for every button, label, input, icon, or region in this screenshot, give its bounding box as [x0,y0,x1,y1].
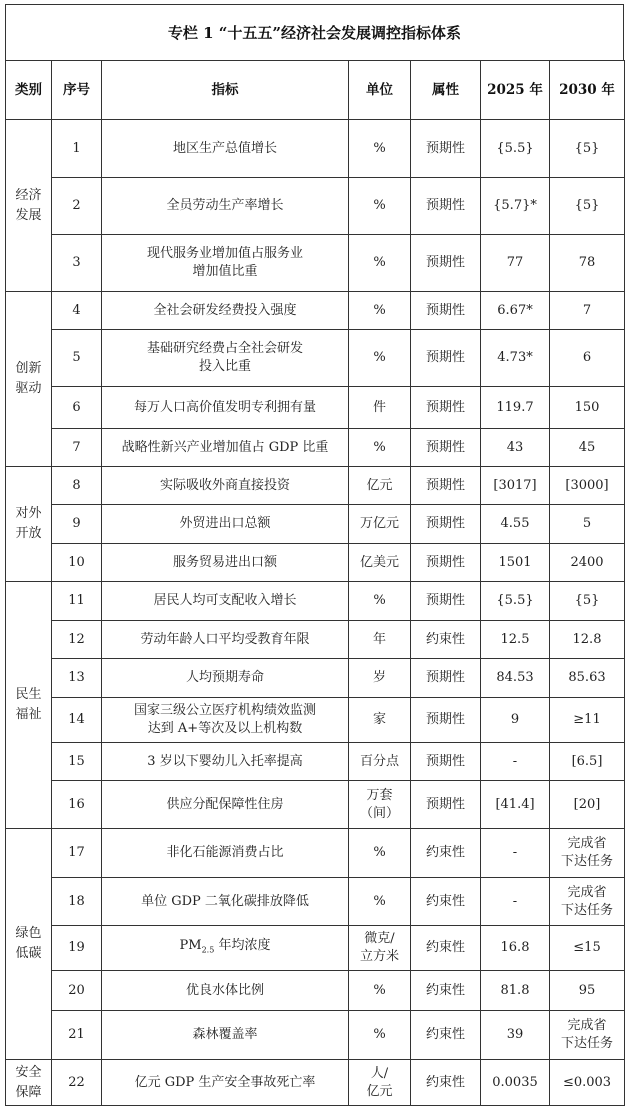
row-no: 18 [52,878,102,926]
row-value-2030: 完成省 下达任务 [550,829,625,878]
row-value-2030: [3000] [550,467,625,505]
header-no: 序号 [52,61,102,120]
row-indicator: 单位 GDP 二氧化碳排放降低 [102,878,349,926]
row-value-2025: [41.4] [481,781,550,829]
row-attribute: 约束性 [411,926,481,971]
row-attribute: 预期性 [411,330,481,387]
row-no: 13 [52,659,102,698]
row-unit: % [349,1011,411,1060]
table-row [6,698,625,743]
row-indicator: 国家三级公立医疗机构绩效监测 达到 A+等次及以上机构数 [102,698,349,743]
row-unit: % [349,330,411,387]
row-attribute: 预期性 [411,582,481,621]
row-unit: 人/ 亿元 [349,1060,411,1106]
row-indicator: 非化石能源消费占比 [102,829,349,878]
row-attribute: 约束性 [411,829,481,878]
row-unit: % [349,178,411,235]
row-value-2025: 77 [481,235,550,292]
row-no: 19 [52,926,102,971]
row-indicator: 全社会研发经费投入强度 [102,292,349,330]
table-row [6,781,625,829]
row-attribute: 预期性 [411,292,481,330]
row-indicator: 实际吸收外商直接投资 [102,467,349,505]
category-cell: 绿色 低碳 [6,829,52,1060]
table-row [6,926,625,971]
row-unit: % [349,971,411,1011]
row-no: 17 [52,829,102,878]
category-cell: 创新 驱动 [6,292,52,467]
table-row [6,235,625,292]
row-value-2025: {5.7}* [481,178,550,235]
row-value-2025: [3017] [481,467,550,505]
row-indicator: 战略性新兴产业增加值占 GDP 比重 [102,429,349,467]
row-unit: 亿元 [349,467,411,505]
row-value-2030: [6.5] [550,743,625,781]
table-row [6,387,625,429]
row-unit: % [349,582,411,621]
table-row [6,544,625,582]
row-value-2030: 85.63 [550,659,625,698]
row-no: 22 [52,1060,102,1106]
table-row [6,292,625,330]
row-attribute: 约束性 [411,971,481,1011]
header-unit: 单位 [349,61,411,120]
table-row [6,829,625,878]
row-value-2025: 0.0035 [481,1060,550,1106]
table-row [6,429,625,467]
row-value-2030: 95 [550,971,625,1011]
table-row [6,330,625,387]
row-attribute: 预期性 [411,178,481,235]
row-no: 12 [52,621,102,659]
row-attribute: 预期性 [411,467,481,505]
row-no: 4 [52,292,102,330]
category-cell: 民生 福祉 [6,582,52,829]
row-value-2030: {5} [550,582,625,621]
row-unit: 亿美元 [349,544,411,582]
row-attribute: 预期性 [411,235,481,292]
indicator-table-panel [5,4,624,1109]
row-no: 2 [52,178,102,235]
table-row [6,743,625,781]
category-cell: 安全 保障 [6,1060,52,1106]
row-indicator: 服务贸易进出口额 [102,544,349,582]
row-value-2025: 12.5 [481,621,550,659]
row-indicator: 基础研究经费占全社会研发 投入比重 [102,330,349,387]
row-value-2025: 16.8 [481,926,550,971]
row-attribute: 预期性 [411,781,481,829]
row-attribute: 约束性 [411,1011,481,1060]
table-body [6,120,625,1106]
row-value-2025: {5.5} [481,120,550,178]
row-no: 10 [52,544,102,582]
row-value-2030: 完成省 下达任务 [550,878,625,926]
row-value-2025: 9 [481,698,550,743]
row-value-2025: 6.67* [481,292,550,330]
row-no: 14 [52,698,102,743]
row-attribute: 约束性 [411,878,481,926]
row-unit: 年 [349,621,411,659]
row-value-2030: 5 [550,505,625,544]
row-no: 5 [52,330,102,387]
row-value-2025: 4.55 [481,505,550,544]
table-row [6,621,625,659]
row-value-2025: 119.7 [481,387,550,429]
indicator-table [5,60,625,1106]
row-indicator: 亿元 GDP 生产安全事故死亡率 [102,1060,349,1106]
row-value-2030: 完成省 下达任务 [550,1011,625,1060]
row-no: 8 [52,467,102,505]
row-value-2025: - [481,829,550,878]
row-indicator: 劳动年龄人口平均受教育年限 [102,621,349,659]
table-row [6,1011,625,1060]
row-indicator: 3 岁以下婴幼儿入托率提高 [102,743,349,781]
row-value-2030: 12.8 [550,621,625,659]
row-value-2025: 1501 [481,544,550,582]
row-unit: 岁 [349,659,411,698]
row-no: 21 [52,1011,102,1060]
table-row [6,178,625,235]
row-unit: 件 [349,387,411,429]
table-row [6,505,625,544]
row-value-2025: 81.8 [481,971,550,1011]
row-unit: % [349,292,411,330]
row-unit: 微克/ 立方米 [349,926,411,971]
row-no: 1 [52,120,102,178]
row-unit: % [349,878,411,926]
row-value-2025: - [481,743,550,781]
table-row [6,878,625,926]
row-value-2030: {5} [550,120,625,178]
table-row [6,467,625,505]
row-value-2025: 84.53 [481,659,550,698]
row-no: 16 [52,781,102,829]
row-value-2030: [20] [550,781,625,829]
row-no: 20 [52,971,102,1011]
header-2030: 2030 年 [550,61,625,120]
row-unit: 万亿元 [349,505,411,544]
header-2025: 2025 年 [481,61,550,120]
row-unit: 万套 （间） [349,781,411,829]
row-indicator: $PM_{2.5}$ 年均浓度 [102,926,349,971]
row-indicator: 森林覆盖率 [102,1011,349,1060]
row-indicator: 居民人均可支配收入增长 [102,582,349,621]
header-indicator: 指标 [102,61,349,120]
header-attribute: 属性 [411,61,481,120]
row-attribute: 预期性 [411,505,481,544]
row-no: 11 [52,582,102,621]
row-value-2025: 39 [481,1011,550,1060]
row-value-2030: ≤15 [550,926,625,971]
row-indicator: 全员劳动生产率增长 [102,178,349,235]
row-unit: % [349,235,411,292]
row-indicator: 地区生产总值增长 [102,120,349,178]
row-attribute: 约束性 [411,621,481,659]
row-value-2025: 4.73* [481,330,550,387]
row-no: 6 [52,387,102,429]
row-indicator: 现代服务业增加值占服务业 增加值比重 [102,235,349,292]
row-attribute: 预期性 [411,387,481,429]
header-row [6,61,625,120]
row-indicator: 供应分配保障性住房 [102,781,349,829]
row-value-2025: 43 [481,429,550,467]
row-value-2030: 2400 [550,544,625,582]
row-indicator: 人均预期寿命 [102,659,349,698]
row-no: 7 [52,429,102,467]
row-indicator: 优良水体比例 [102,971,349,1011]
row-unit: % [349,120,411,178]
row-no: 3 [52,235,102,292]
table-row [6,659,625,698]
row-value-2030: 45 [550,429,625,467]
row-unit: 家 [349,698,411,743]
row-unit: % [349,829,411,878]
row-value-2030: 150 [550,387,625,429]
category-cell: 对外 开放 [6,467,52,582]
table-row [6,120,625,178]
row-value-2030: {5} [550,178,625,235]
row-value-2030: 6 [550,330,625,387]
row-no: 9 [52,505,102,544]
row-attribute: 预期性 [411,429,481,467]
row-no: 15 [52,743,102,781]
row-value-2025: - [481,878,550,926]
row-attribute: 预期性 [411,120,481,178]
row-unit: 百分点 [349,743,411,781]
table-row [6,971,625,1011]
table-row [6,1060,625,1106]
row-attribute: 预期性 [411,659,481,698]
row-value-2030: 78 [550,235,625,292]
row-unit: % [349,429,411,467]
row-value-2025: {5.5} [481,582,550,621]
row-value-2030: ≥11 [550,698,625,743]
row-attribute: 预期性 [411,743,481,781]
table-row [6,582,625,621]
row-attribute: 预期性 [411,544,481,582]
row-value-2030: ≤0.003 [550,1060,625,1106]
header-category: 类别 [6,61,52,120]
row-indicator: 每万人口高价值发明专利拥有量 [102,387,349,429]
table-title: 专栏 1 “十五五”经济社会发展调控指标体系 [5,4,624,60]
row-attribute: 约束性 [411,1060,481,1106]
category-cell: 经济 发展 [6,120,52,292]
row-value-2030: 7 [550,292,625,330]
row-attribute: 预期性 [411,698,481,743]
row-indicator: 外贸进出口总额 [102,505,349,544]
